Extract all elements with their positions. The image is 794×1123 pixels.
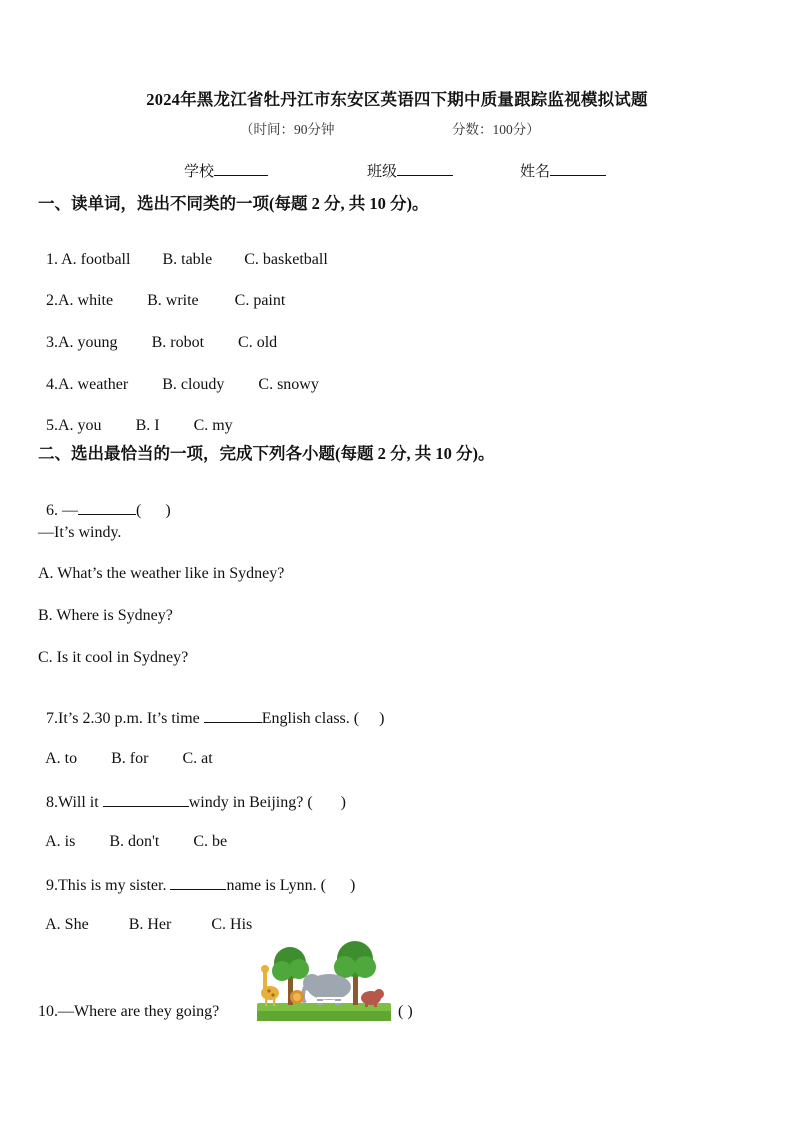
question-1: [38, 233, 328, 269]
q8-prefix: 8.Will it: [46, 794, 103, 811]
exam-time: （时间：90分钟: [240, 122, 335, 137]
q7-prefix: 7.It’s 2.30 p.m. It’s time: [46, 710, 204, 727]
q4-option-a[interactable]: A. weather: [58, 376, 129, 393]
q7-suffix: English class. ( ): [261, 710, 385, 727]
q4-option-b[interactable]: B. cloudy: [162, 376, 225, 393]
q2-number: 2.: [46, 292, 58, 309]
q5-option-a[interactable]: A. you: [58, 417, 102, 434]
question-8: [38, 774, 346, 812]
q6-blank[interactable]: [78, 500, 136, 515]
q5-option-b[interactable]: B. I: [135, 417, 160, 434]
q3-option-a[interactable]: A. young: [58, 334, 118, 351]
q1-option-a[interactable]: A. football: [61, 251, 131, 268]
q4-number: 4.: [46, 376, 58, 393]
school-label: 学校: [184, 164, 215, 180]
q3-option-b[interactable]: B. robot: [151, 334, 205, 351]
exam-title: 2024年黑龙江省牡丹江市东安区英语四下期中质量跟踪监视模拟试题: [146, 90, 648, 109]
q8-options: [38, 815, 227, 851]
section-1-heading: 一、读单词，选出不同类的一项(每题 2 分, 共 10 分)。: [38, 194, 429, 213]
class-field[interactable]: [367, 160, 453, 181]
section-2-heading: 二、选出最恰当的一项，完成下列各小题(每题 2 分, 共 10 分)。: [38, 444, 495, 463]
question-6: [38, 482, 171, 520]
q9-prefix: 9.This is my sister.: [46, 877, 171, 894]
question-4: [38, 358, 319, 394]
q3-number: 3.: [46, 334, 58, 351]
name-label: 姓名: [520, 164, 551, 180]
q5-option-c[interactable]: C. my: [193, 417, 233, 434]
q6-option-c[interactable]: C. Is it cool in Sydney?: [38, 649, 189, 666]
question-7: [38, 690, 384, 728]
q1-option-c[interactable]: C. basketball: [244, 251, 328, 268]
q9-options: [38, 898, 252, 934]
q1-number: 1.: [46, 251, 62, 268]
q8-option-c[interactable]: C. be: [193, 833, 228, 850]
q7-options: [38, 732, 213, 768]
q6-prefix: 6. —: [46, 502, 78, 519]
q8-option-a[interactable]: A. is: [45, 833, 76, 850]
q7-blank[interactable]: [204, 708, 262, 723]
q3-option-c[interactable]: C. old: [238, 334, 278, 351]
q5-number: 5.: [46, 417, 58, 434]
question-9: [38, 857, 355, 895]
class-label: 班级: [367, 164, 398, 180]
zoo-illustration: [257, 941, 391, 1021]
q8-suffix: windy in Beijing? ( ): [188, 794, 346, 811]
q1-option-b[interactable]: B. table: [162, 251, 213, 268]
q6-option-a[interactable]: A. What’s the weather like in Sydney?: [38, 565, 285, 582]
q9-blank[interactable]: [170, 875, 226, 890]
q9-option-a[interactable]: A. She: [45, 916, 89, 933]
q6-paren[interactable]: ( ): [136, 502, 171, 519]
q10-prompt: 10.—Where are they going?: [38, 1003, 220, 1020]
q9-option-c[interactable]: C. His: [211, 916, 253, 933]
q8-option-b[interactable]: B. don't: [109, 833, 160, 850]
question-2: [38, 274, 285, 310]
q2-option-b[interactable]: B. write: [147, 292, 199, 309]
q7-option-b[interactable]: B. for: [111, 750, 149, 767]
name-field[interactable]: [520, 160, 606, 181]
question-5: [38, 399, 233, 435]
q4-option-c[interactable]: C. snowy: [258, 376, 319, 393]
exam-score: 分数：100分）: [452, 122, 540, 137]
q6-option-b[interactable]: B. Where is Sydney?: [38, 607, 173, 624]
q10-paren[interactable]: ( ): [398, 1003, 413, 1020]
q9-suffix: name is Lynn. ( ): [226, 877, 356, 894]
school-field[interactable]: [184, 160, 268, 181]
q7-option-c[interactable]: C. at: [182, 750, 213, 767]
q8-blank[interactable]: [103, 792, 189, 807]
q9-option-b[interactable]: B. Her: [128, 916, 172, 933]
q2-option-c[interactable]: C. paint: [234, 292, 286, 309]
question-3: [38, 316, 277, 352]
zoo-scene-image: [257, 941, 391, 1021]
q2-option-a[interactable]: A. white: [58, 292, 114, 309]
q6-answer: —It’s windy.: [38, 524, 122, 541]
giraffe-icon: [261, 986, 279, 1000]
q7-option-a[interactable]: A. to: [45, 750, 78, 767]
